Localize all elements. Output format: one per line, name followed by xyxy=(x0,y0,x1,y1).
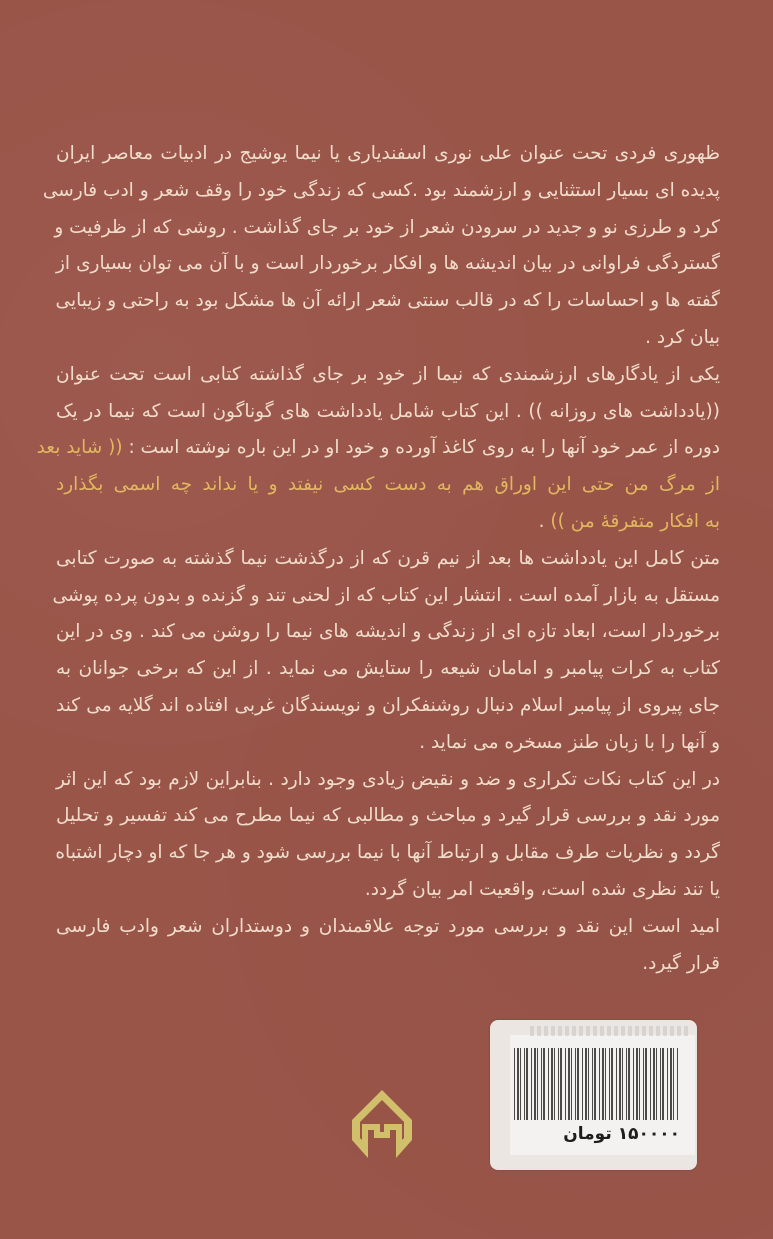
text-line: جای پیروی از پیامبر اسلام دنبال روشنفکران و نویسندگان غربی افتاده اند گلایه می کند xyxy=(56,694,720,716)
price-label xyxy=(530,1124,680,1144)
text-line: و آنها را با زبان طنز مسخره می نماید . xyxy=(419,731,720,753)
text-line: گفته ها و احساسات را که در قالب سنتی شعر ارائه آن ها مشکل بود به راحتی و زیبایی xyxy=(55,290,720,312)
quote-segment: به افکار متفرقهٔ من )) xyxy=(550,510,720,532)
text-line: بیان کرد . xyxy=(645,326,720,348)
text-line: ظهوری فردی تحت عنوان علی نوری اسفندیاری یا نیما یوشیج در ادبیات معاصر ایران xyxy=(56,143,720,164)
publisher-logo xyxy=(346,1088,418,1162)
text-line: گستردگی فراوانی در بیان اندیشه ها و افکار برخوردار است و با آن می توان بسیاری از xyxy=(56,253,720,275)
text-line: ((یادداشت های روزانه )) . این کتاب شامل یادداشت های گوناگون است که نیما در یک xyxy=(56,400,720,422)
text-line: یا تند نظری شده است، واقعیت امر بیان گردد. xyxy=(364,878,720,900)
quote-closing-line xyxy=(56,504,720,541)
text-segment: دوره از عمر خود آنها را به روی کاغذ آورده و خود او در این باره نوشته است : xyxy=(128,437,720,459)
blurb-paragraph-1 xyxy=(42,136,720,357)
text-line: در این کتاب نکات تکراری و ضد و نقیض زیادی وجود دارد . بنابراین لازم بود که این اثر xyxy=(56,768,720,790)
text-segment: . xyxy=(538,510,551,532)
quote-segment: (( شاید بعد xyxy=(36,437,129,459)
blurb-paragraph-3 xyxy=(52,541,720,762)
isbn-text xyxy=(530,1026,690,1036)
barcode xyxy=(514,1048,679,1120)
blurb-paragraph-2 xyxy=(36,357,720,541)
blurb-paragraph-4 xyxy=(56,762,720,909)
blurb-paragraph-5 xyxy=(56,909,720,983)
text-line: پدیده ای بسیار استثنایی و ارزشمند بود .کسی که زندگی خود را وقف شعر و ادب فارسی xyxy=(42,179,720,201)
blurb-text xyxy=(36,136,720,982)
text-line: برخوردار است، ابعاد تازه ای از زندگی و اندیشه های نیما را روشن می کند . وی در این xyxy=(56,621,720,643)
house-dome-logo-icon xyxy=(346,1088,418,1162)
price-currency: تومان xyxy=(563,1124,612,1144)
text-line: مورد نقد و بررسی قرار گیرد و مباحث و مطالبی که نیما مطرح می کند تفسیر و تحلیل xyxy=(56,805,720,827)
text-line-with-quote xyxy=(36,430,720,467)
price-amount: ۱۵۰۰۰۰ xyxy=(617,1124,680,1144)
price-barcode-sticker xyxy=(490,1020,697,1170)
text-line: کتاب به کرات پیامبر و امامان شیعه را ستایش می نماید . از این که برخی جوانان به xyxy=(56,658,720,680)
text-line: یکی از یادگارهای ارزشمندی که نیما از خود بر جای گذاشته کتابی است تحت عنوان xyxy=(56,363,720,385)
text-line: امید است این نقد و بررسی مورد توجه علاقمندان و دوستداران شعر وادب فارسی xyxy=(56,915,720,937)
text-line: قرار گیرد. xyxy=(642,952,720,974)
text-line: متن کامل این یادداشت ها بعد از نیم قرن که از درگذشت نیما گذشته به صورت کتابی xyxy=(56,547,720,569)
text-line: گردد و نظریات طرف مقابل و ارتباط آنها با نیما بررسی شود و هر جا که او دچار اشتباه xyxy=(55,842,720,864)
text-line: کرد و طرزی نو و جدید در سرودن شعر از خود بر جای گذاشت . روشی که از ظرفیت و xyxy=(54,216,720,238)
quote-line: از مرگ من حتی این اوراق هم به دست کسی نیفتد و یا نداند چه اسمی بگذارد xyxy=(56,474,720,496)
text-line: مستقل به بازار آمده است . انتشار این کتاب که از لحنی تند و گزنده و بدون پرده پوشی xyxy=(52,584,720,606)
